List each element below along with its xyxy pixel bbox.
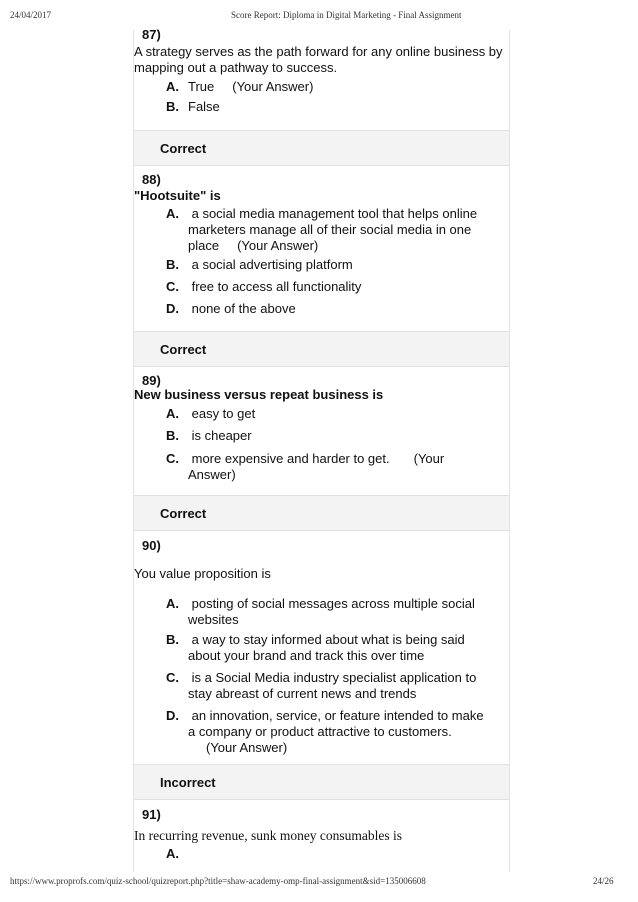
question-number: 88) — [142, 172, 161, 187]
question-number: 89) — [142, 373, 161, 388]
option-b: B. False — [166, 99, 220, 114]
your-answer-label: (Your — [413, 451, 445, 466]
option-b: B. a way to stay informed about what is being said about your brand and track this over time — [166, 632, 465, 663]
your-answer-label: (Your Answer) — [237, 238, 319, 253]
page-header-title: Score Report: Diploma in Digital Marketing - Final Assignment — [231, 10, 462, 20]
option-c: C. more expensive and harder to get. (Your Answer) — [166, 451, 445, 482]
result-status: Correct — [160, 342, 207, 357]
option-a: A. easy to get — [166, 406, 256, 421]
footer-url: https://www.proprofs.com/quiz-school/quizreport.php?title=shaw-academy-omp-final-assignment&sid=135006608 — [10, 876, 426, 886]
option-c: C. is a Social Media industry specialist application to stay abreast of current news and trends — [166, 670, 477, 701]
option-a: A. a social media management tool that helps online marketers manage all of their social media in one place (Your Answer) — [166, 206, 478, 253]
report-frame-right — [509, 30, 510, 872]
option-a: A. posting of social messages across multiple social websites — [166, 596, 475, 627]
result-status: Incorrect — [160, 775, 216, 790]
question-number: 90) — [142, 538, 161, 553]
question-text: New business versus repeat business is — [134, 387, 384, 402]
question-text: A strategy serves as the path forward for any online business by mapping out a pathway to success. — [134, 44, 503, 75]
print-date: 24/04/2017 — [10, 10, 52, 20]
result-status: Correct — [160, 141, 207, 156]
question-number: 91) — [142, 807, 161, 822]
option-a: A. True (Your Answer) — [166, 79, 314, 94]
option-b: B. a social advertising platform — [166, 257, 353, 272]
question-text: You value proposition is — [134, 566, 271, 581]
question-number: 87) — [142, 27, 161, 42]
question-text: In recurring revenue, sunk money consumables is — [134, 828, 403, 843]
page-number: 24/26 — [593, 876, 614, 886]
question-text: "Hootsuite" is — [134, 188, 221, 203]
option-b: B. is cheaper — [166, 428, 252, 443]
your-answer-label: (Your Answer) — [206, 740, 288, 755]
your-answer-label: (Your Answer) — [232, 79, 314, 94]
option-c: C. free to access all functionality — [166, 279, 362, 294]
option-a: A. — [166, 846, 179, 861]
result-status: Correct — [160, 506, 207, 521]
option-d: D. an innovation, service, or feature intended to make a company or product attractive to customers. (Your Answer) — [166, 708, 484, 755]
option-d: D. none of the above — [166, 301, 296, 316]
